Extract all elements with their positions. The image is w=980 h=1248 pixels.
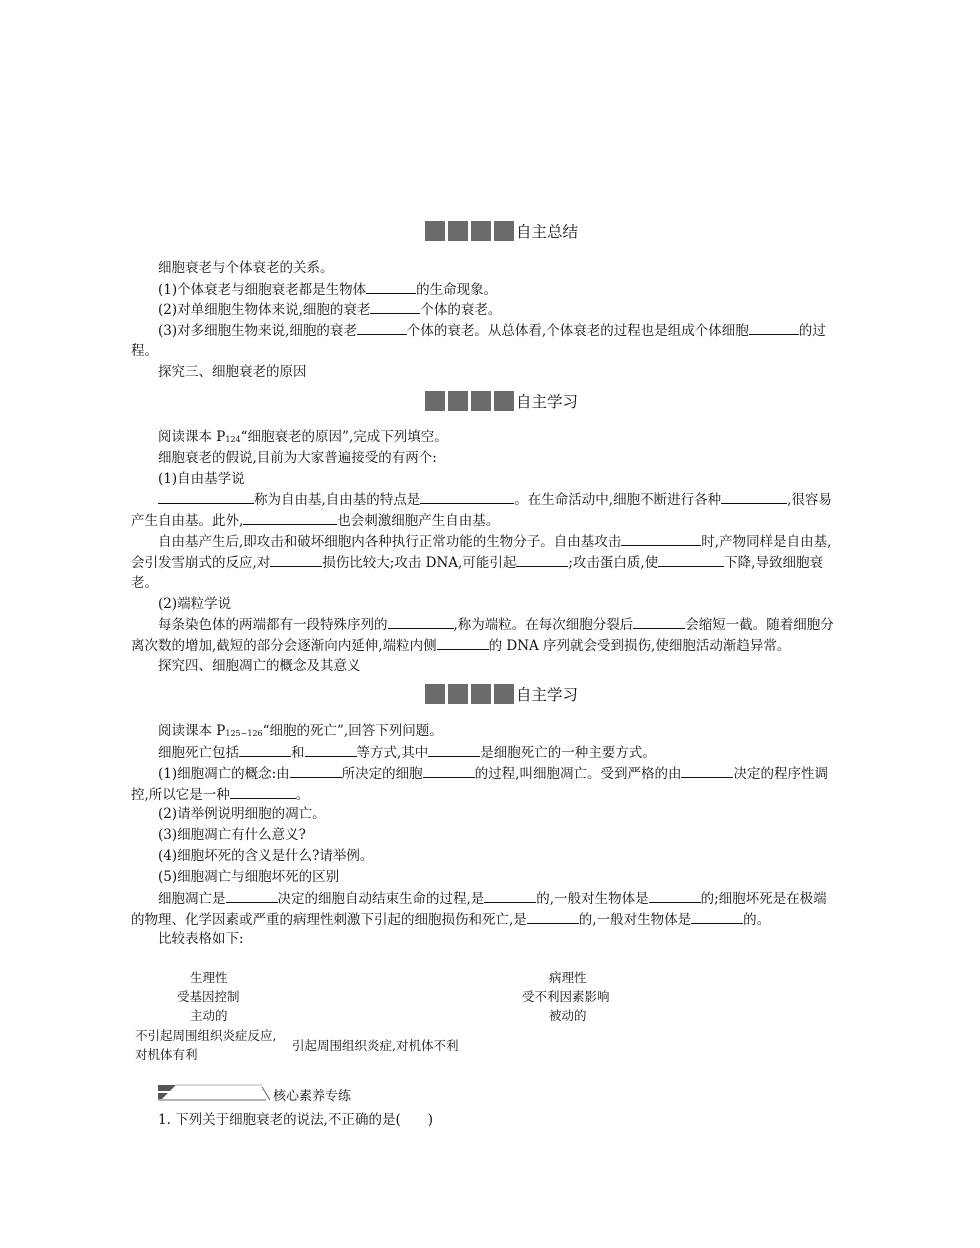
fill-blank[interactable]: [366, 279, 416, 294]
fill-blank[interactable]: [527, 909, 579, 924]
core-banner-icon: [158, 1083, 270, 1101]
text-line: 比较表格如下:: [158, 931, 244, 947]
fill-blank[interactable]: [290, 763, 342, 778]
text-continuation: 程。: [131, 343, 158, 359]
fill-blank[interactable]: [484, 888, 536, 903]
table-cell: 病理性: [549, 970, 587, 985]
subheading: (2)端粒学说: [158, 596, 232, 612]
table-cell: 引起周围组织炎症,对机体不利: [292, 1038, 459, 1053]
fill-blank[interactable]: [270, 552, 322, 567]
fill-blank[interactable]: [691, 909, 743, 924]
fill-blank[interactable]: [621, 531, 701, 546]
fill-blank[interactable]: [649, 888, 701, 903]
explore-heading: 探究四、细胞凋亡的概念及其意义: [158, 658, 361, 674]
fill-blank[interactable]: [423, 763, 475, 778]
question-line: 自由基产生后,即攻击和破坏细胞内各种执行正常功能的生物分子。自由基攻击 时,产物同样是自由基,: [158, 531, 831, 552]
section-header-study: [425, 390, 578, 412]
question-line: 会引发雪崩式的反应,对 损伤比较大;攻击 DNA,可能引起 ;攻击蛋白质,使 下降,导致细胞衰: [131, 552, 823, 573]
explore-heading: 探究三、细胞衰老的原因: [158, 364, 307, 380]
question-text: (5)细胞凋亡与细胞坏死的区别: [158, 869, 340, 885]
header-blocks: [425, 391, 514, 411]
table-cell: 生理性: [190, 970, 228, 985]
question-line: 细胞凋亡是 决定的细胞自动结束生命的过程,是 的,一般对生物体是 的;细胞坏死是在极端: [158, 888, 827, 909]
fill-blank[interactable]: [305, 742, 357, 757]
question-line: 的物理、化学因素或严重的病理性刺激下引起的细胞损伤和死亡,是 的,一般对生物体是 的。: [131, 909, 770, 930]
subheading: (1)自由基学说: [158, 471, 245, 487]
question-line: (3)对多细胞生物来说,细胞的衰老 个体的衰老。从总体看,个体衰老的过程也是组成个体细胞 的过: [158, 320, 826, 341]
fill-blank[interactable]: [681, 763, 733, 778]
header-blocks: [425, 221, 514, 241]
section-header-study: [425, 683, 578, 705]
fill-blank[interactable]: [658, 552, 724, 567]
fill-blank[interactable]: [437, 635, 489, 650]
question-line: 每条染色体的两端都有一段特殊序列的 ,称为端粒。在每次细胞分裂后 会缩短一截。随着细胞分: [158, 614, 834, 635]
fill-blank[interactable]: [516, 552, 568, 567]
question-line: (2)对单细胞生物体来说,细胞的衰老 个体的衰老。: [158, 299, 501, 320]
fill-blank[interactable]: [370, 299, 420, 314]
question-1: 1. 下列关于细胞衰老的说法,不正确的是( ): [158, 1112, 433, 1128]
fill-blank[interactable]: [243, 510, 337, 525]
question-text: (3)细胞凋亡有什么意义?: [158, 827, 306, 843]
section-title: 自主学习: [516, 393, 579, 411]
fill-blank[interactable]: [226, 888, 278, 903]
text-continuation: 老。: [131, 575, 158, 591]
table-cell: 主动的: [190, 1008, 228, 1023]
table-cell: 不引起周围组织炎症反应,: [135, 1028, 277, 1043]
section-header-summary: [425, 220, 578, 242]
question-line: 产生自由基。此外, 也会刺激细胞产生自由基。: [131, 510, 499, 531]
question-line: 细胞死亡包括 和 等方式,其中 是细胞死亡的一种主要方式。: [158, 742, 656, 763]
table-cell: 被动的: [549, 1008, 587, 1023]
fill-blank[interactable]: [158, 489, 254, 504]
section-title: 自主总结: [516, 223, 579, 241]
fill-blank[interactable]: [357, 320, 407, 335]
table-cell: 受基因控制: [177, 989, 240, 1004]
fill-blank[interactable]: [428, 742, 480, 757]
fill-blank[interactable]: [388, 614, 454, 629]
question-text: (2)请举例说明细胞的凋亡。: [158, 806, 326, 822]
fill-blank[interactable]: [239, 742, 291, 757]
reading-instruction: 阅读课本 P124“细胞衰老的原因”,完成下列填空。: [158, 429, 448, 445]
question-line: (1)个体衰老与细胞衰老都是生物体 的生命现象。: [158, 279, 497, 300]
question-line: 称为自由基,自由基的特点是 。在生命活动中,细胞不断进行各种 ,很容易: [158, 489, 832, 510]
section-title: 自主学习: [516, 686, 579, 704]
fill-blank[interactable]: [633, 614, 685, 629]
text-line: 细胞衰老的假说,目前为大家普遍接受的有两个:: [158, 450, 437, 466]
fill-blank[interactable]: [420, 489, 514, 504]
fill-blank[interactable]: [749, 320, 799, 335]
question-line: 控,所以它是一种 。: [131, 784, 309, 805]
question-text: (4)细胞坏死的含义是什么?请举例。: [158, 848, 374, 864]
fill-blank[interactable]: [230, 784, 296, 799]
table-cell: 受不利因素影响: [522, 989, 610, 1004]
core-section-title: 核心素养专练: [273, 1089, 352, 1104]
header-blocks: [425, 684, 514, 704]
table-cell: 对机体有利: [135, 1047, 198, 1062]
reading-instruction: 阅读课本 P125~126“细胞的死亡”,回答下列问题。: [158, 723, 443, 739]
question-line: (1)细胞凋亡的概念:由 所决定的细胞 的过程,叫细胞凋亡。受到严格的由 决定的程序性调: [158, 763, 828, 784]
question-line: 离次数的增加,截短的部分会逐渐向内延伸,端粒内侧 的 DNA 序列就会受到损伤,使细胞活动渐趋异常。: [131, 635, 790, 656]
intro-text: 细胞衰老与个体衰老的关系。: [158, 260, 334, 276]
fill-blank[interactable]: [721, 489, 787, 504]
